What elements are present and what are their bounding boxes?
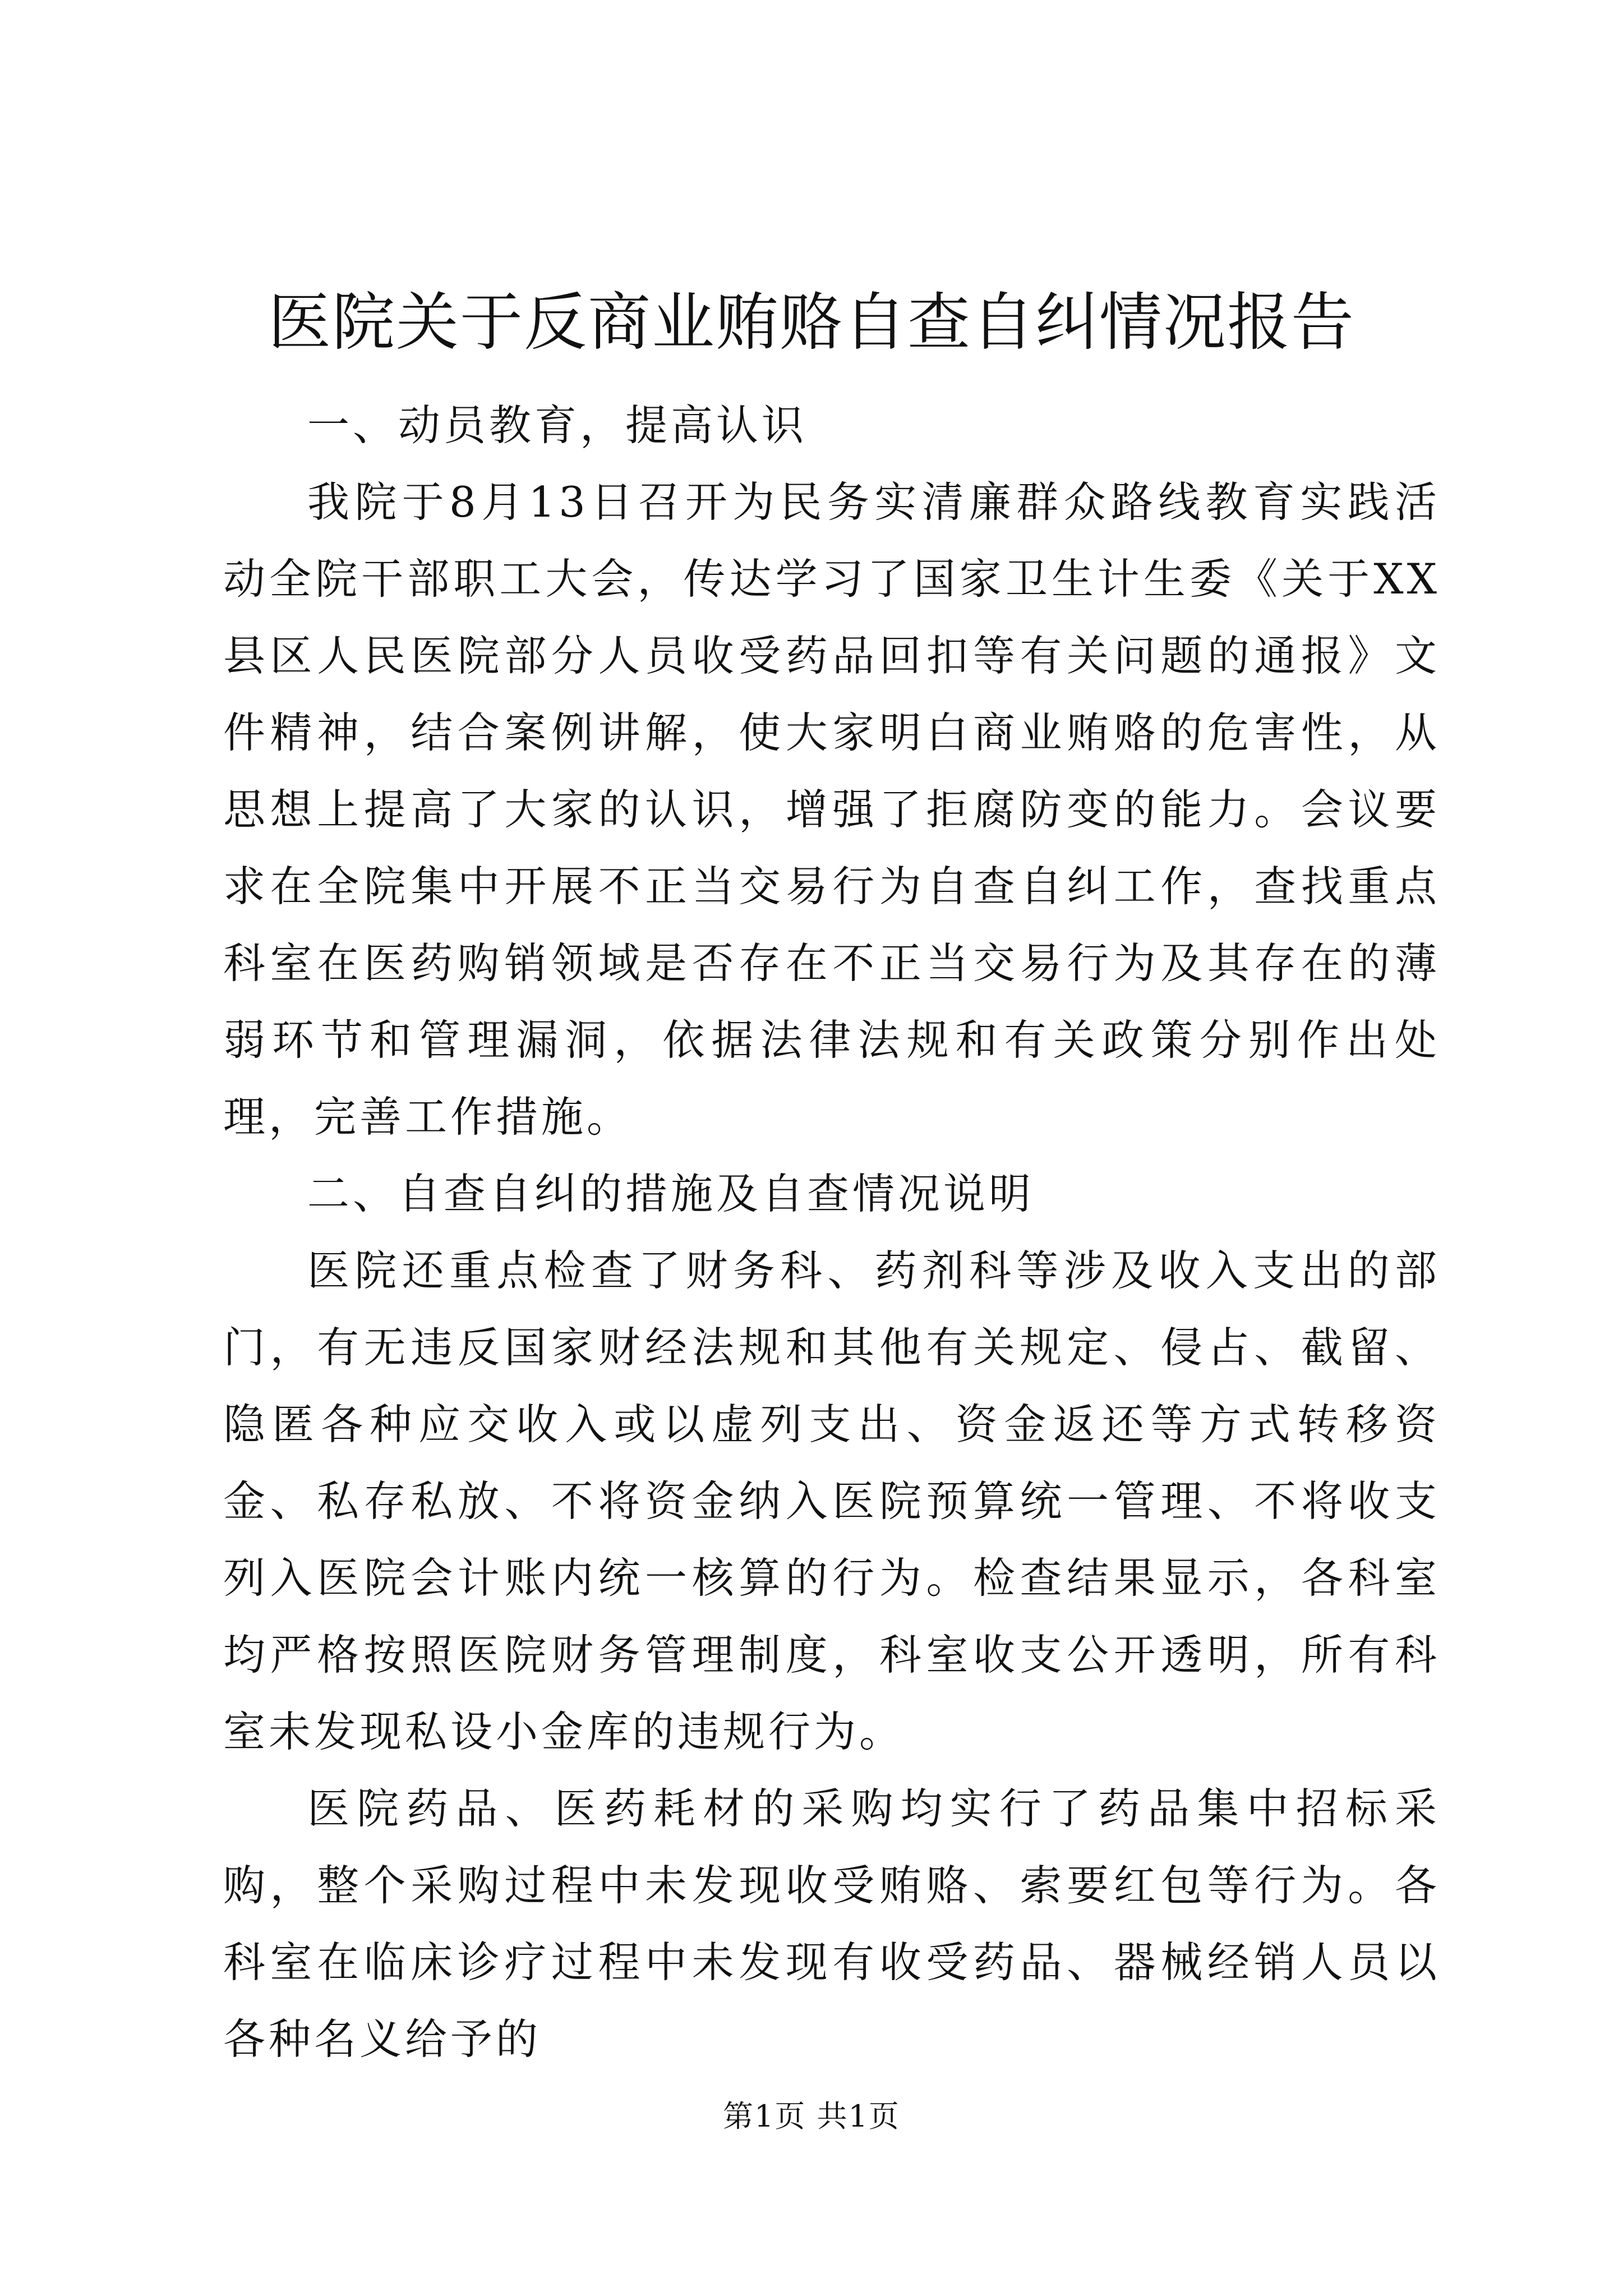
page-number-footer: 第1页 共1页 (723, 2099, 900, 2134)
section-2-paragraph-2: 医院药品、医药耗材的采购均实行了药品集中招标采购，整个采购过程中未发现收受贿赂、索要红包等行为。各科室在临床诊疗过程中未发现有收受药品、器械经销人员以各种名义给予的 (223, 1784, 1440, 2064)
document-body (223, 387, 1440, 2078)
section-heading-1: 一、动员教育，提高认识 (307, 401, 808, 450)
section-heading-2: 二、自查自纠的措施及自查情况说明 (307, 1169, 1035, 1218)
section-1-paragraph-1: 我院于8月13日召开为民务实清廉群众路线教育实践活动全院干部职工大会，传达学习了国家卫生计生委《关于XX县区人民医院部分人员收受药品回扣等有关问题的通报》文件精神，结合案例讲解，使大家明白商业贿赂的危害性，从思想上提高了大家的认识，增强了拒腐防变的能力。会议要求在全院集中开展不正当交易行为自查自纠工作，查找重点科室在医药购销领域是否存在不正当交易行为及其存在的薄弱环节和管理漏洞，依据法律法规和有关政策分别作出处理，完善工作措施。 (223, 477, 1440, 1142)
document-title: 医院关于反商业贿赂自查自纠情况报告 (268, 286, 1355, 359)
section-2-paragraph-1: 医院还重点检查了财务科、药剂科等涉及收入支出的部门，有无违反国家财经法规和其他有关规定、侵占、截留、隐匿各种应交收入或以虚列支出、资金返还等方式转移资金、私存私放、不将资金纳入医院预算统一管理、不将收支列入医院会计账内统一核算的行为。检查结果显示，各科室均严格按照医院财务管理制度，科室收支公开透明，所有科室未发现私设小金库的违规行为。 (223, 1246, 1440, 1756)
